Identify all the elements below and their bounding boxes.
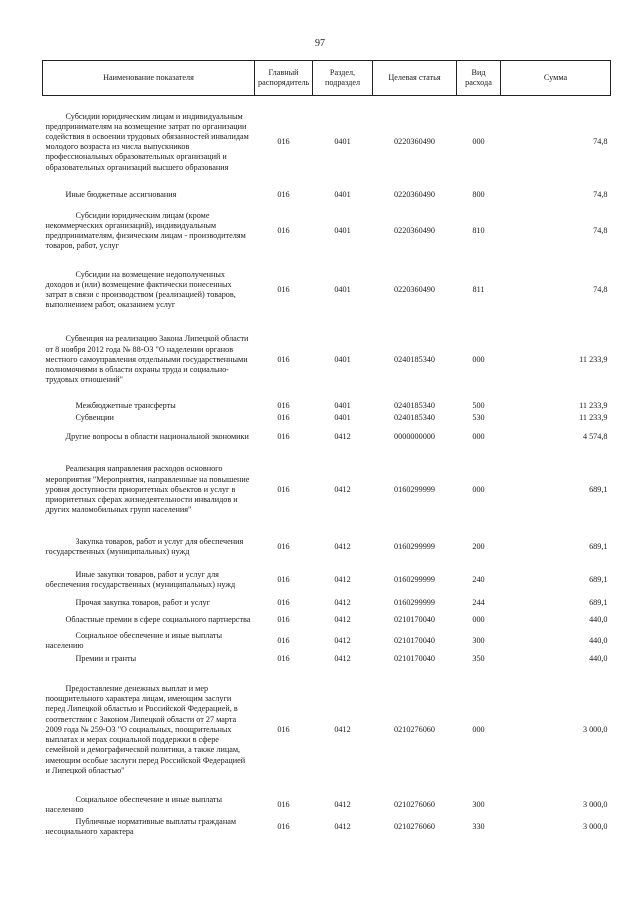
row-sum: 689,1 [589, 541, 608, 551]
row-target: 0210276060 [394, 821, 435, 831]
row-name: Предоставление денежных выплат и мер поощрительного характера лицам, имеющим заслуги перед Липецкой областью и Российской Федерацией, в соответствии с Законом Липецкой области от 27 марта 2009 года № 259-ОЗ "О социальных, поощрительных выплатах и мерах социальной поддержки в сфере семейной и демографической политики, а также лицам, имеющим особые заслуги перед Российской Федерацией и Липецкой областью" [45, 684, 246, 775]
row-sum: 3 000,0 [582, 724, 608, 734]
row-section: 0401 [334, 225, 351, 235]
row-target: 0210170040 [394, 614, 435, 624]
row-name: Социальное обеспечение и иные выплаты населению [45, 630, 222, 650]
row-section: 0401 [334, 412, 351, 422]
row-expense: 810 [472, 225, 485, 235]
row-admin: 016 [277, 431, 290, 441]
row-expense: 000 [472, 484, 485, 494]
row-target: 0210170040 [394, 635, 435, 645]
header-name: Наименование показателя [43, 61, 255, 96]
row-admin: 016 [277, 614, 290, 624]
row-sum: 4 574,8 [582, 431, 608, 441]
table-row [43, 320, 611, 400]
budget-table [42, 60, 611, 838]
row-target: 0210276060 [394, 799, 435, 809]
table-row [43, 400, 611, 412]
row-section: 0412 [334, 724, 351, 734]
row-name: Субвенция на реализацию Закона Липецкой области от 8 ноября 2012 года № 88-ОЗ "О наделении органов местного самоуправления отдельными государственными полномочиями в области охраны труда и социально-трудовых отношений" [45, 334, 249, 385]
row-target: 0160299999 [394, 484, 435, 494]
row-target: 0220360490 [394, 225, 435, 235]
row-expense: 330 [472, 821, 485, 831]
row-admin: 016 [277, 412, 290, 422]
table-row [43, 794, 611, 816]
row-expense: 000 [472, 354, 485, 364]
row-name: Иные бюджетные ассигнования [65, 189, 177, 199]
row-target: 0220360490 [394, 284, 435, 294]
row-target: 0220360490 [394, 137, 435, 147]
table-row [43, 412, 611, 424]
row-admin: 016 [277, 821, 290, 831]
row-admin: 016 [277, 799, 290, 809]
row-sum: 3 000,0 [582, 821, 608, 831]
row-admin: 016 [277, 225, 290, 235]
row-expense: 000 [472, 431, 485, 441]
row-target: 0160299999 [394, 541, 435, 551]
header-target: Целевая статья [373, 61, 457, 96]
row-admin: 016 [277, 635, 290, 645]
page-number: 97 [315, 38, 325, 49]
row-section: 0412 [334, 614, 351, 624]
table-row [43, 450, 611, 530]
row-sum: 74,8 [593, 137, 608, 147]
row-expense: 800 [472, 189, 485, 199]
row-section: 0412 [334, 431, 351, 441]
row-expense: 240 [472, 574, 485, 584]
row-name: Субсидии юридическим лицам (кроме некоммерческих организаций), индивидуальным предпринимателям, физическим лицам - производителям товаров, работ, услуг [45, 210, 246, 251]
row-sum: 74,8 [593, 189, 608, 199]
row-sum: 11 233,9 [579, 354, 608, 364]
row-section: 0412 [334, 635, 351, 645]
row-target: 0240185340 [394, 400, 435, 410]
row-sum: 3 000,0 [582, 799, 608, 809]
table-row [43, 202, 611, 260]
row-target: 0160299999 [394, 597, 435, 607]
table-row [43, 530, 611, 564]
row-admin: 016 [277, 574, 290, 584]
row-name: Закупка товаров, работ и услуг для обеспечения государственных (муниципальных) нужд [45, 536, 244, 556]
row-sum: 689,1 [589, 484, 608, 494]
row-name: Областные премии в сфере социального партнерства [65, 614, 251, 624]
row-expense: 000 [472, 614, 485, 624]
row-admin: 016 [277, 484, 290, 494]
row-expense: 811 [472, 284, 485, 294]
header-section: Раздел, подраздел [313, 61, 373, 96]
row-name: Премии и гранты [75, 653, 137, 663]
row-expense: 500 [472, 400, 485, 410]
table-row [43, 188, 611, 202]
header-sum: Сумма [501, 61, 611, 96]
row-name: Межбюджетные трансферты [75, 400, 176, 410]
row-expense: 300 [472, 635, 485, 645]
header-expense: Вид расхода [457, 61, 501, 96]
row-section: 0412 [334, 799, 351, 809]
row-expense: 350 [472, 653, 485, 663]
row-expense: 000 [472, 724, 485, 734]
row-section: 0412 [334, 597, 351, 607]
row-section: 0401 [334, 189, 351, 199]
row-admin: 016 [277, 597, 290, 607]
row-sum: 11 233,9 [579, 400, 608, 410]
row-target: 0000000000 [394, 431, 435, 441]
row-target: 0210276060 [394, 724, 435, 734]
row-name: Реализация направления расходов основного мероприятия "Мероприятия, направленные на повышение уровня доступности приоритетных объектов и услуг в приоритетных сферах жизнедеятельности инвалидов и других маломобильных групп населения" [45, 464, 250, 515]
row-sum: 440,0 [589, 653, 608, 663]
row-admin: 016 [277, 189, 290, 199]
table-row [43, 666, 611, 794]
table-row [43, 630, 611, 652]
row-section: 0401 [334, 137, 351, 147]
row-sum: 74,8 [593, 284, 608, 294]
table-row [43, 816, 611, 838]
row-sum: 689,1 [589, 597, 608, 607]
row-section: 0412 [334, 821, 351, 831]
table-row [43, 652, 611, 666]
row-name: Публичные нормативные выплаты гражданам несоциального характера [45, 816, 237, 836]
row-sum: 74,8 [593, 225, 608, 235]
table-row [43, 424, 611, 450]
row-section: 0412 [334, 541, 351, 551]
row-section: 0401 [334, 354, 351, 364]
row-name: Прочая закупка товаров, работ и услуг [75, 597, 210, 607]
row-section: 0401 [334, 284, 351, 294]
table-row [43, 260, 611, 320]
row-sum: 11 233,9 [579, 412, 608, 422]
table-row [43, 596, 611, 610]
row-section: 0412 [334, 484, 351, 494]
table-row [43, 610, 611, 630]
row-expense: 530 [472, 412, 485, 422]
row-admin: 016 [277, 400, 290, 410]
row-name: Другие вопросы в области национальной экономики [65, 431, 249, 441]
row-admin: 016 [277, 653, 290, 663]
row-expense: 244 [472, 597, 485, 607]
row-section: 0412 [334, 574, 351, 584]
row-expense: 300 [472, 799, 485, 809]
table-row [43, 96, 611, 188]
row-name: Иные закупки товаров, работ и услуг для обеспечения государственных (муниципальных) нужд [45, 569, 236, 589]
row-section: 0412 [334, 653, 351, 663]
row-admin: 016 [277, 541, 290, 551]
table-header-row [43, 61, 611, 96]
row-target: 0160299999 [394, 574, 435, 584]
row-admin: 016 [277, 137, 290, 147]
row-target: 0240185340 [394, 412, 435, 422]
row-target: 0210170040 [394, 653, 435, 663]
row-section: 0401 [334, 400, 351, 410]
row-admin: 016 [277, 354, 290, 364]
header-admin: Главный распорядитель [255, 61, 313, 96]
row-name: Субсидии на возмещение недополученных доходов и (или) возмещение фактически понесенных затрат в связи с производством (реализацией) товаров, выполнением работ, оказанием услуг [45, 269, 236, 310]
row-name: Субвенции [75, 412, 114, 422]
row-sum: 689,1 [589, 574, 608, 584]
row-name: Субсидии юридическим лицам и индивидуальным предпринимателям на возмещение затрат по организации содействия в освоении трудовых обязанностей инвалидам молодого возраста из числа выпускников профессиональных образовательных организаций и образовательных организаций высшего образования [45, 111, 249, 172]
row-admin: 016 [277, 724, 290, 734]
row-expense: 000 [472, 137, 485, 147]
row-target: 0220360490 [394, 189, 435, 199]
table-row [43, 564, 611, 596]
row-target: 0240185340 [394, 354, 435, 364]
row-admin: 016 [277, 284, 290, 294]
row-name: Социальное обеспечение и иные выплаты населению [45, 794, 222, 814]
row-sum: 440,0 [589, 635, 608, 645]
row-sum: 440,0 [589, 614, 608, 624]
row-expense: 200 [472, 541, 485, 551]
